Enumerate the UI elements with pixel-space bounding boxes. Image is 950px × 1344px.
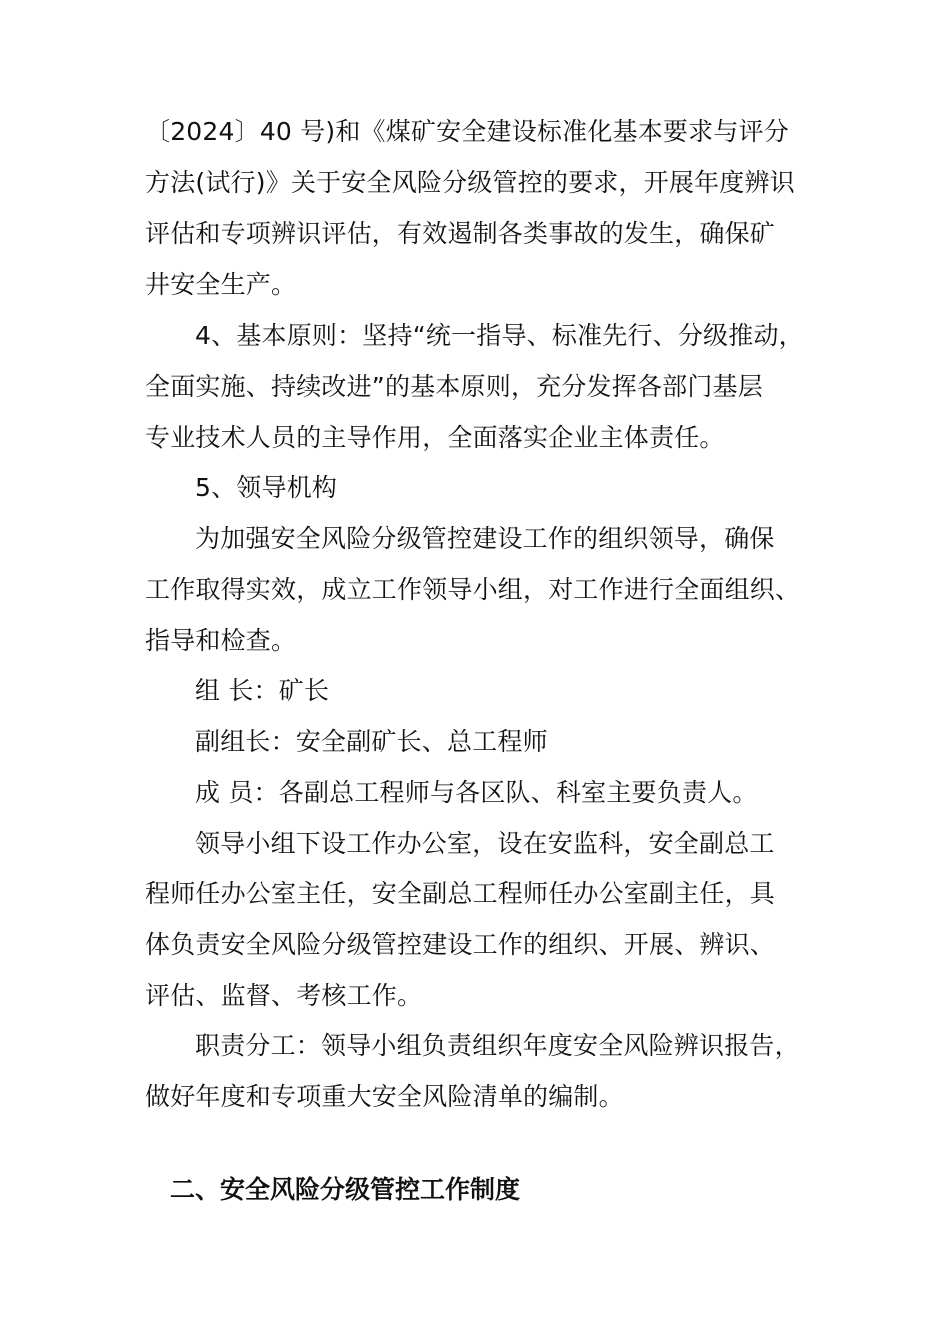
text-line: 井安全生产。: [145, 270, 297, 299]
text-line: 评估和专项辨识评估，有效遏制各类事故的发生，确保矿: [145, 219, 776, 248]
text-line: 指导和检查。: [145, 626, 297, 655]
text-line: 领导小组下设工作办公室，设在安监科，安全副总工: [195, 829, 775, 858]
text-line: 4、基本原则：坚持“统一指导、标准先行、分级推动，: [195, 321, 804, 350]
text-line: 全面实施、持续改进”的基本原则，充分发挥各部门基层: [145, 372, 763, 401]
text-line: 方法(试行)》关于安全风险分级管控的要求，开展年度辨识: [145, 168, 795, 197]
text-line: 专业技术人员的主导作用，全面落实企业主体责任。: [145, 423, 725, 452]
text-line: 评估、监督、考核工作。: [145, 981, 423, 1010]
text-line: 体负责安全风险分级管控建设工作的组织、开展、辨识、: [145, 930, 776, 959]
text-line: 5、领导机构: [195, 473, 338, 502]
text-line: 为加强安全风险分级管控建设工作的组织领导，确保: [195, 524, 775, 553]
text-line: 组 长：矿长: [195, 676, 330, 705]
text-line: 成 员：各副总工程师与各区队、科室主要负责人。: [195, 778, 758, 807]
text-line: 副组长：安全副矿长、总工程师: [195, 727, 548, 756]
text-line: 〔2024〕40 号)和《煤矿安全建设标准化基本要求与评分: [145, 117, 789, 146]
text-line: 程师任办公室主任，安全副总工程师任办公室副主任，具: [145, 879, 776, 908]
text-line: 做好年度和专项重大安全风险清单的编制。: [145, 1082, 624, 1111]
section-heading: 二、安全风险分级管控工作制度: [170, 1175, 521, 1204]
text-line: 职责分工：领导小组负责组织年度安全风险辨识报告，: [195, 1031, 800, 1060]
text-line: 工作取得实效，成立工作领导小组，对工作进行全面组织、: [145, 575, 801, 604]
